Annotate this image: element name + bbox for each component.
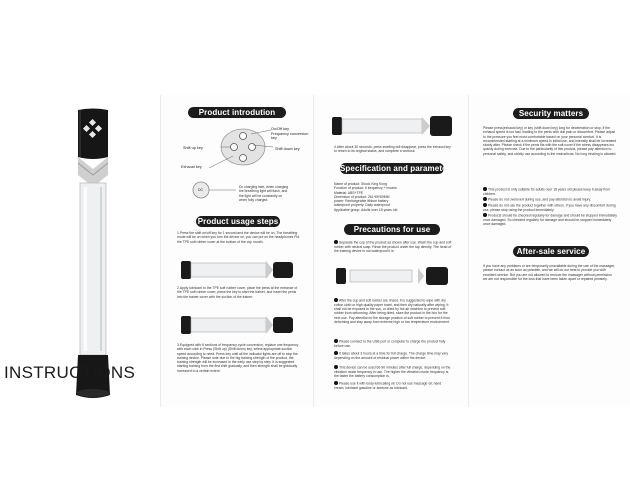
specs-panel bbox=[313, 95, 469, 407]
spec-line: Function of product: 6 frequency + moans bbox=[334, 186, 397, 191]
step-device-illustration-2 bbox=[161, 310, 314, 346]
security-intro: Please press(exhaust key) or key (shift down key) long for deceleration or stop, if the exhaust speed is too fast, leading to the penis with dull pain or discomfort. Please adjust to the pressure you feel most comfortable based on your personal comfort. It is recommended starting at a minimum speed in initial use, and intensity shall be increased slowly after. Please check if the penis fits with the soft cover if the stress disappears too quickly during exercise. Due to the particularity of this product, please pay attention to personal safety, and strictly use according to the instructions. No long inhaling is allowed. bbox=[483, 126, 617, 156]
spec-line: Name of product: Shock King Kong bbox=[334, 182, 387, 186]
precaution-item bbox=[334, 381, 452, 390]
bullet-icon bbox=[334, 240, 338, 244]
security-item bbox=[483, 213, 617, 226]
security-text: This product is only suitable for adults over 18 years old please keep it away from children. bbox=[483, 187, 611, 196]
security-panel bbox=[468, 95, 630, 407]
security-text: Please do not use the product together with others. If you have any discomfort during use, please stop using the product immediately. bbox=[483, 203, 616, 212]
dc-note: Dc charging inlet, when charging the breathing light will flash, and the light will be constantly on when fully charged. bbox=[239, 185, 289, 202]
security-item bbox=[483, 203, 617, 212]
label-shift-up: Shift up key bbox=[183, 146, 203, 150]
precaution-item bbox=[334, 351, 452, 360]
precaution-item bbox=[334, 339, 452, 348]
usage-step-4: 4.After about 30 seconds, penis swelling will disappear, press the exhaust key to return to its original status, and complete a workout. bbox=[334, 145, 451, 154]
precaution-item bbox=[334, 365, 452, 378]
bullet-icon bbox=[334, 339, 338, 343]
after-sale-heading: After-sale service bbox=[513, 246, 589, 257]
security-text: Please do not overexert during use, and pay attention to avoid injury. bbox=[488, 197, 592, 202]
security-text: Products should be checked regularly for damage and should be stopped immediately once damaged. So checked regularly for damage and should be stopped immediately once damaged. bbox=[483, 213, 617, 227]
usage-step-2: 2.Apply lubricant to the TPE soft rubber cover, place the penis at the entrance of the TPE soft rubber cover, press the key to start the trainer, and insert the penis into the trainer cover with the suction of the trainer. bbox=[177, 286, 298, 299]
precautions-heading: Precautions for use bbox=[344, 224, 440, 235]
label-dc: DC bbox=[198, 188, 204, 192]
label-shift-down: Shift down key bbox=[275, 147, 300, 151]
label-on-off: On/Off key bbox=[271, 127, 290, 131]
label-frequency: Frequency conversion key bbox=[271, 132, 309, 141]
bullet-icon bbox=[334, 365, 338, 369]
bullet-icon bbox=[334, 298, 338, 302]
usage-step-1: 1.Press the shift on/off key for 1 second and the device will be on. The breathing mode will be on when you turn the device on, you can put on the headphones Put the TPE soft rubber cover at the bottom of the cup mouth. bbox=[177, 231, 300, 244]
bullet-icon bbox=[483, 213, 487, 217]
product-intro-heading: Product introdution bbox=[188, 107, 286, 118]
label-exhaust: Exhaust key bbox=[181, 165, 202, 169]
precaution-text: It takes about 3 hours at a time for full charge. The charge time may vary depending on the amount of residual power within the device. bbox=[334, 351, 449, 360]
usage-heading: Product usage steps bbox=[197, 217, 279, 226]
bullet-icon bbox=[483, 187, 487, 191]
bullet-icon bbox=[334, 381, 338, 385]
precaution-text: Please connect to the USB port or computer to charge the product fully before use. bbox=[334, 339, 446, 348]
spec-line: Applicable group: Adults over 18 years old bbox=[334, 207, 398, 212]
security-item bbox=[483, 197, 617, 202]
intro-panel bbox=[160, 95, 314, 407]
specs-heading: Specification and parameters bbox=[340, 164, 455, 173]
precaution-item bbox=[334, 240, 452, 253]
precaution-item bbox=[334, 298, 452, 324]
bullet-icon bbox=[334, 351, 338, 355]
specs-list bbox=[334, 182, 452, 212]
spec-line: power: Rechargeable lithium battery bbox=[334, 199, 389, 204]
usage-step-3: 3.Equipped with 6 sections of frequency cycle conversion, replace one frequency with each click in Press (Shift up) (Shift down) key, select appropriate suction speed according to need. Press key until all the indicator lights are off to stop the training device. Please note due to the big training strength of the product, the training strength will be increased in the early use step by step. It is suggested starting training from the first shift gradually, and then strength shall be gradually increased to a certain extent. bbox=[177, 343, 299, 373]
precaution-text: After the cup and soft rubber are rinsed, it is suggested to wipe with dry cotton cloth or high quality paper towel, and then dry naturally after wiping. It shall not be exposed to the sun, or dried by hot air machine to prevent soft rubber from deforming. After being dried, store the product in the box for the next use. Pay attention to the storage position of soft rubber to prevent it from deforming and stay away from extreme high or low temperature environment. bbox=[334, 298, 451, 324]
bullet-icon bbox=[483, 203, 487, 207]
bullet-icon bbox=[483, 197, 487, 201]
after-sale-text: If you have any problems or are temporarily unavailable during the use of the massager, please contact us as soon as possible, and we will do our best to provide you with excellent service. But you are not allowed to remove the massager without permission we are not responsible for the loss that have been taken apart or repaired privately. bbox=[483, 264, 615, 281]
spec-line: waterproof property: Daily waterproof bbox=[334, 203, 390, 208]
step-device-illustration-3 bbox=[314, 103, 469, 148]
precaution-text: This device can be used 60-90 minutes after full charge, depending on the vibration mode frequency in use. The higher the vibration mode frequency is, the faster the battery consumption is. bbox=[334, 365, 451, 379]
precaution-text: Separate the cup of the product as shown after use. Wash the cup and soft rubber with neutral soap. Rinse the product under the tap directly. The head of the training device is not waterproof it is. bbox=[334, 240, 452, 254]
cover-title: INSTRUCTIONS bbox=[4, 363, 136, 382]
disassembled-device-illustration bbox=[314, 258, 469, 298]
security-item bbox=[483, 187, 617, 196]
cover-panel bbox=[0, 95, 160, 407]
spec-line: Dimension of product: 261*69*69MM bbox=[334, 194, 390, 199]
security-list bbox=[483, 187, 617, 226]
security-heading: Security matters bbox=[513, 108, 589, 119]
device-illustration bbox=[0, 95, 160, 407]
spec-line: Material: ABS+TPE bbox=[334, 190, 364, 195]
precaution-text: Please use it with body lubricating oil. Do not use massage oil, hand cream, lubricant gasoline or acetone as lubricant. bbox=[334, 381, 442, 390]
